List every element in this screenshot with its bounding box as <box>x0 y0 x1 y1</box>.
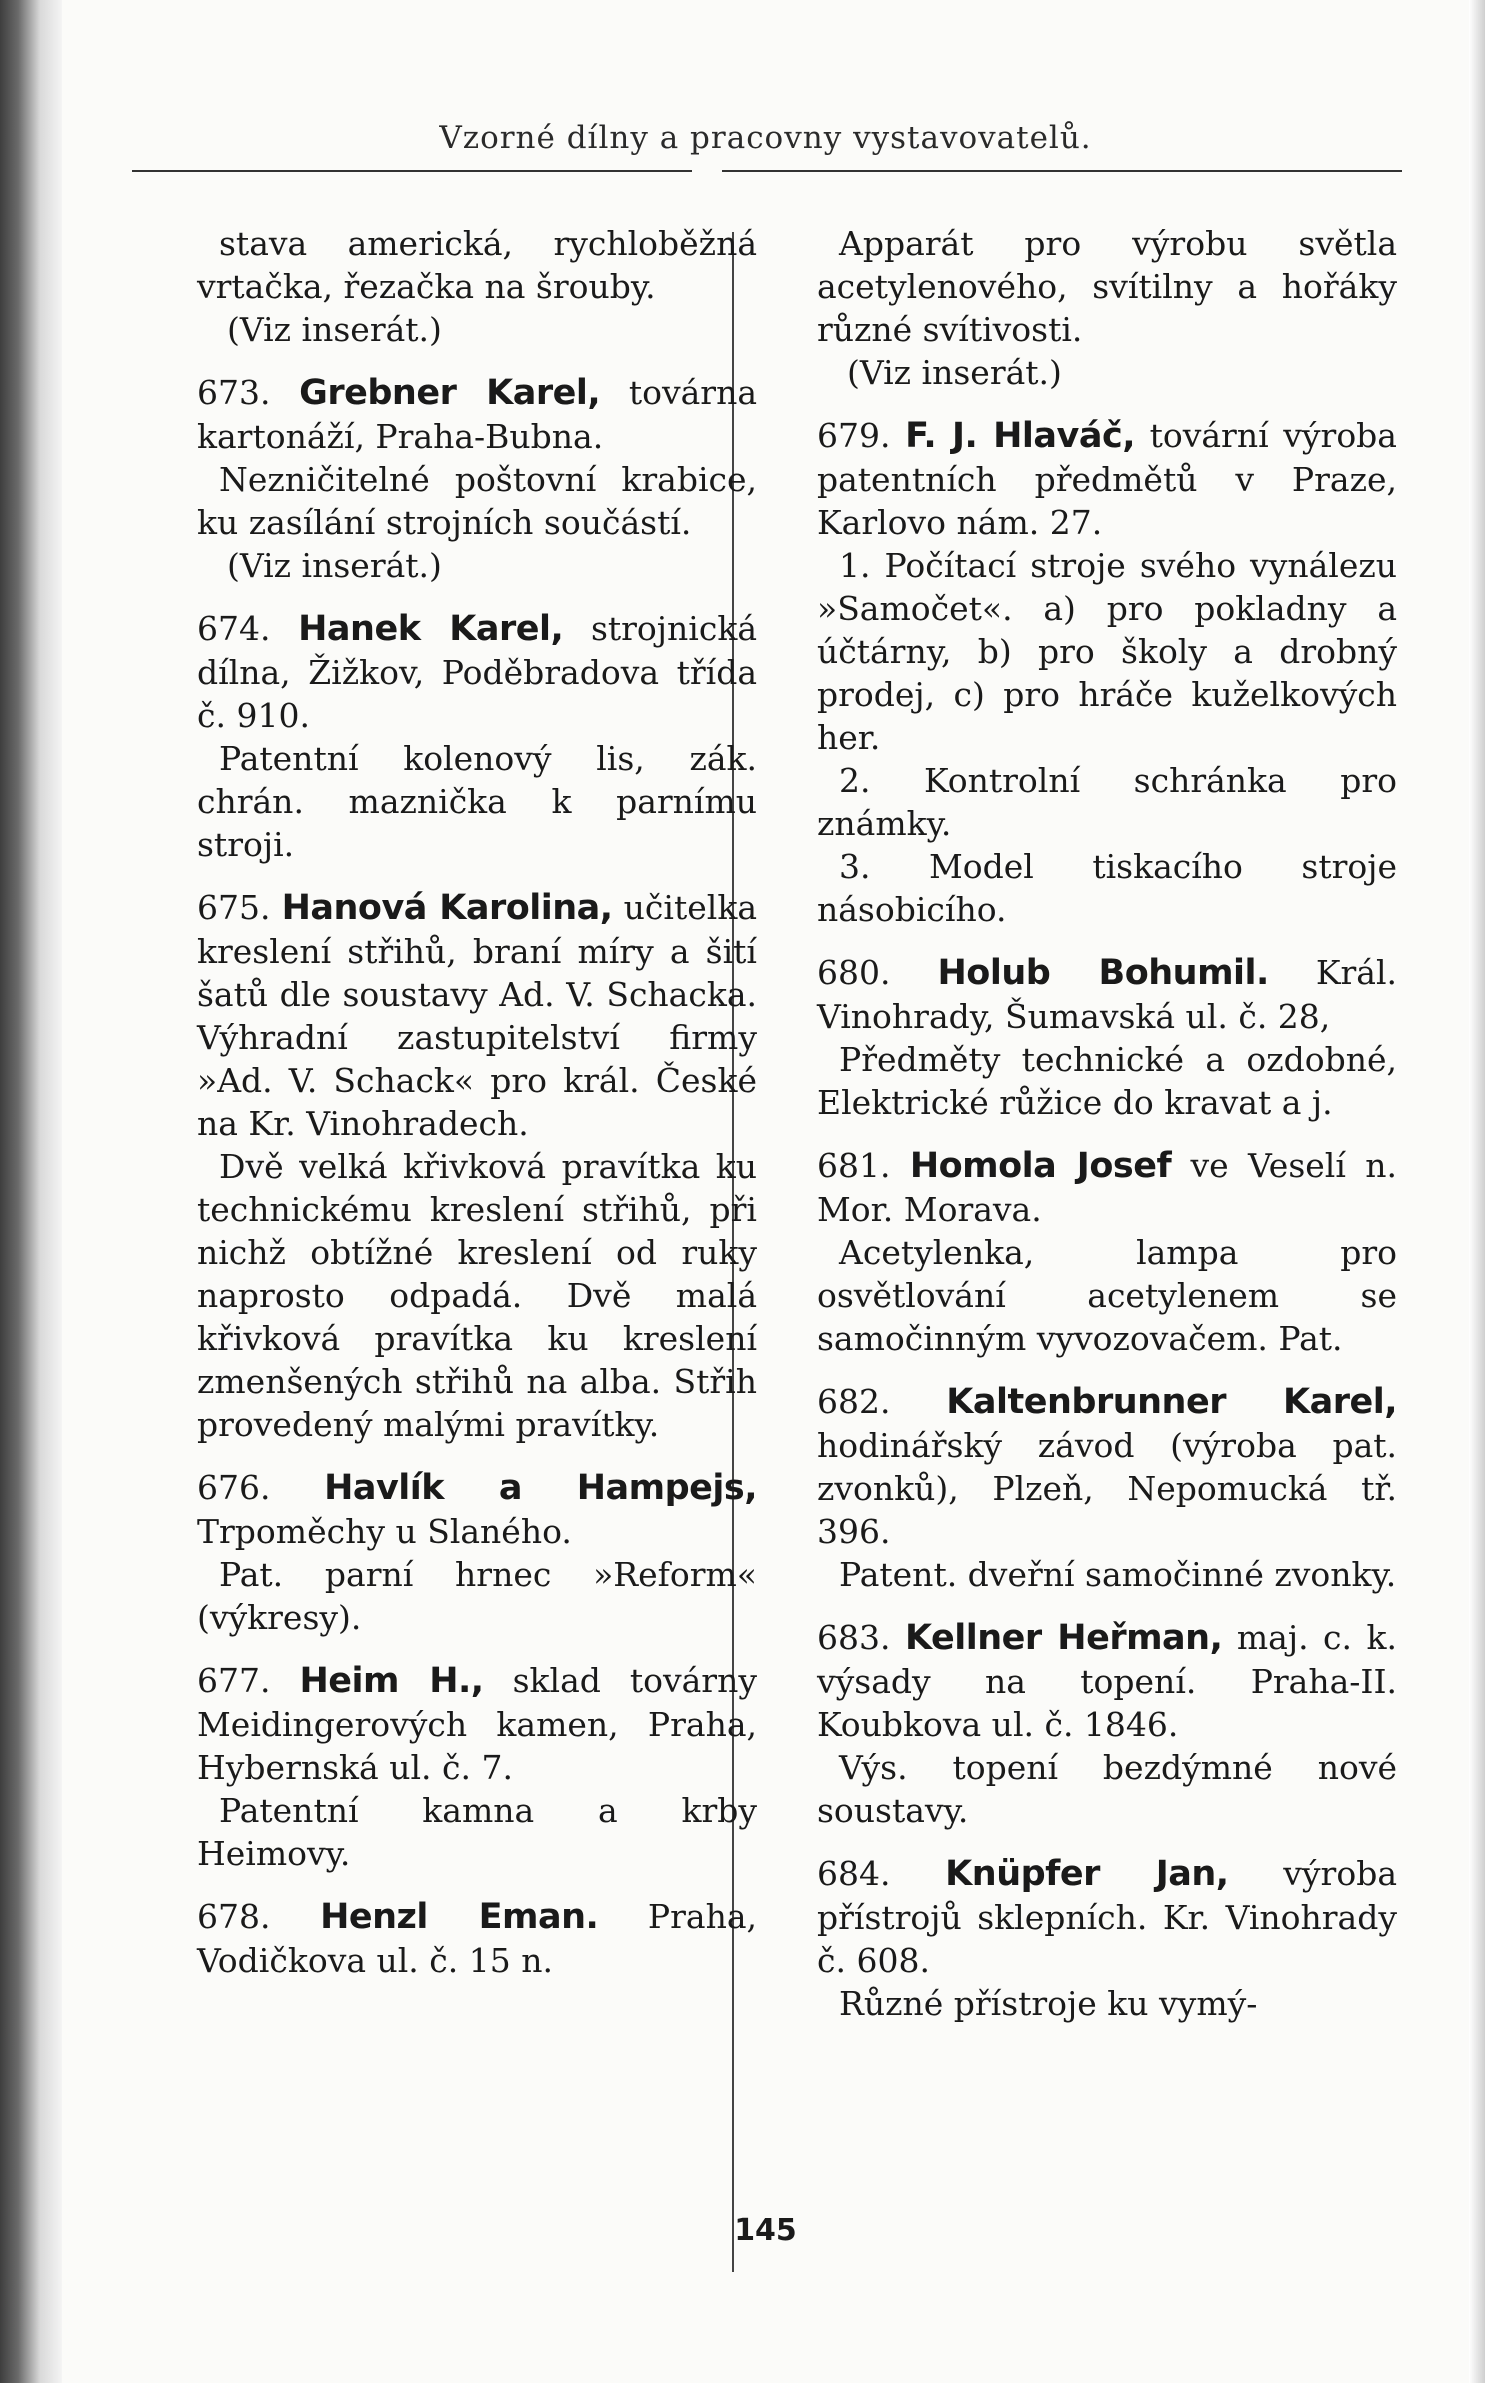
entry-number: 679. <box>817 416 891 455</box>
entry-number: 677. <box>197 1661 271 1700</box>
entry-number: 673. <box>197 373 271 412</box>
exhibitor-name: Grebner Karel, <box>299 373 601 413</box>
catalog-entry <box>817 1144 1397 1360</box>
head-rule-right <box>722 170 1402 172</box>
exhibit-description: 2. Kontrolní schránka pro známky. <box>817 761 1397 843</box>
exhibit-description: Různé přístroje ku vymý- <box>839 1984 1258 2023</box>
entry-heading <box>817 951 1397 1038</box>
entry-number: 684. <box>817 1854 891 1893</box>
exhibitor-details: strojnická dílna, Žižkov, Poděbradova třída č. 910. <box>197 609 757 735</box>
exhibitor-details: ve Veselí n. Mor. Morava. <box>817 1146 1397 1229</box>
exhibitor-name: Hanek Karel, <box>298 609 564 649</box>
exhibitor-name: Kaltenbrunner Karel, <box>946 1382 1397 1422</box>
catalog-entry <box>817 1380 1397 1596</box>
exhibitor-name: Holub Bohumil. <box>937 953 1269 993</box>
exhibitor-name: Heim H., <box>299 1661 484 1701</box>
entry-heading <box>197 886 757 1145</box>
catalog-entry <box>197 1466 757 1639</box>
exhibit-description: 1. Počítací stroje svého vynálezu »Samočet«. a) pro pokladny a účtárny, b) pro školy a drobný prodej, c) pro hráče kuželkových her. <box>817 546 1397 757</box>
catalog-entry <box>197 1659 757 1875</box>
exhibitor-name: Homola Josef <box>909 1146 1172 1186</box>
exhibitor-name: Havlík a Hampejs, <box>324 1468 757 1508</box>
exhibit-description: Pat. parní hrnec »Reform« (výkresy). <box>197 1555 757 1637</box>
entry-number: 681. <box>817 1146 891 1185</box>
exhibitor-name: Henzl Eman. <box>320 1897 599 1937</box>
entry-heading <box>197 607 757 737</box>
left-column <box>197 222 757 2002</box>
exhibitor-details: učitelka kreslení střihů, braní míry a šití šatů dle soustavy Ad. V. Schacka. Výhradní zastupitelství firmy »Ad. V. Schack« pro král. České na Kr. Vinohradech. <box>197 888 757 1143</box>
exhibit-description: Acetylenka, lampa pro osvětlování acetylenem se samočinným vyvozovačem. Pat. <box>817 1233 1397 1358</box>
exhibitor-details: Král. Vinohrady, Šumavská ul. č. 28, <box>817 953 1397 1036</box>
running-head: Vzorné dílny a pracovny vystavovatelů. <box>439 120 1092 156</box>
entry-number: 678. <box>197 1897 271 1936</box>
exhibitor-name: Knüpfer Jan, <box>945 1854 1229 1894</box>
entry-heading <box>197 1659 757 1789</box>
entry-number: 682. <box>817 1382 891 1421</box>
exhibit-description: Nezničitelné poštovní krabice, ku zasílání strojních součástí. <box>197 460 757 542</box>
lead-in-entry <box>817 222 1397 394</box>
lead-in-text: Apparát pro výrobu světla acetylenového, svítilny a hořáky různé svítivosti. <box>817 224 1397 349</box>
entry-heading <box>817 1852 1397 1982</box>
exhibit-description: Předměty technické a ozdobné, Elektrické růžice do kravat a j. <box>817 1040 1397 1122</box>
entry-heading <box>817 1144 1397 1231</box>
entry-heading <box>197 1466 757 1553</box>
entry-number: 674. <box>197 609 271 648</box>
catalog-entry <box>197 886 757 1446</box>
viz-inserat-note: (Viz inserát.) <box>227 546 442 585</box>
exhibit-description: Patent. dveřní samočinné zvonky. <box>839 1555 1397 1594</box>
entry-heading <box>197 371 757 458</box>
binding-shadow <box>0 0 62 2383</box>
right-column <box>817 222 1397 2045</box>
catalog-entry <box>197 1895 757 1982</box>
exhibitor-name: Kellner Heřman, <box>904 1618 1223 1658</box>
lead-in-text: stava americká, rychloběžná vrtačka, řezačka na šrouby. <box>197 224 757 306</box>
exhibitor-details: Praha, Vodičkova ul. č. 15 n. <box>197 1897 757 1980</box>
catalog-entry <box>197 607 757 866</box>
catalog-entry <box>197 371 757 587</box>
viz-inserat-note: (Viz inserát.) <box>847 353 1062 392</box>
book-page <box>62 0 1469 2383</box>
page-edge <box>1469 0 1485 2383</box>
exhibitor-details: hodinářský závod (výroba pat. zvonků), Plzeň, Nepomucká tř. 396. <box>817 1426 1397 1551</box>
exhibitor-details: maj. c. k. výsady na topení. Praha-II. Koubkova ul. č. 1846. <box>817 1618 1397 1744</box>
exhibitor-details: tovární výroba patentních předmětů v Praze, Karlovo nám. 27. <box>817 416 1397 542</box>
viz-inserat-note: (Viz inserát.) <box>227 310 442 349</box>
exhibit-description: Dvě velká křivková pravítka ku technickému kreslení střihů, při nichž obtížné kreslení od ruky naprosto odpadá. Dvě malá křivková pravítka ku kreslení zmenšených střihů na alba. Střih provedený malými pravítky. <box>197 1147 757 1444</box>
lead-in-entry <box>197 222 757 351</box>
catalog-entry <box>817 1616 1397 1832</box>
exhibitor-details: továrna kartonáží, Praha-Bubna. <box>197 373 758 456</box>
entry-number: 683. <box>817 1618 891 1657</box>
exhibitor-details: Trpoměchy u Slaného. <box>197 1512 572 1551</box>
exhibit-description: Patentní kolenový lis, zák. chrán. maznička k parnímu stroji. <box>197 739 757 864</box>
entry-heading <box>197 1895 757 1982</box>
catalog-entry <box>817 414 1397 931</box>
entry-heading <box>817 1380 1397 1553</box>
exhibit-description: Patentní kamna a krby Heimovy. <box>197 1791 757 1873</box>
exhibitor-name: F. J. Hlaváč, <box>905 416 1135 456</box>
entry-number: 675. <box>197 888 271 927</box>
catalog-entry <box>817 1852 1397 2025</box>
entry-heading <box>817 1616 1397 1746</box>
page-number: 145 <box>734 2213 797 2248</box>
catalog-entry <box>817 951 1397 1124</box>
entry-heading <box>817 414 1397 544</box>
exhibitor-details: výroba přístrojů sklepních. Kr. Vinohrady č. 608. <box>817 1854 1397 1980</box>
exhibitor-details: sklad továrny Meidingerových kamen, Praha, Hybernská ul. č. 7. <box>197 1661 757 1787</box>
entry-number: 680. <box>817 953 891 992</box>
exhibit-description: 3. Model tiskacího stroje násobicího. <box>817 847 1397 929</box>
head-rule-left <box>132 170 692 172</box>
exhibit-description: Výs. topení bezdýmné nové soustavy. <box>817 1748 1397 1830</box>
exhibitor-name: Hanová Karolina, <box>281 888 613 928</box>
entry-number: 676. <box>197 1468 271 1507</box>
